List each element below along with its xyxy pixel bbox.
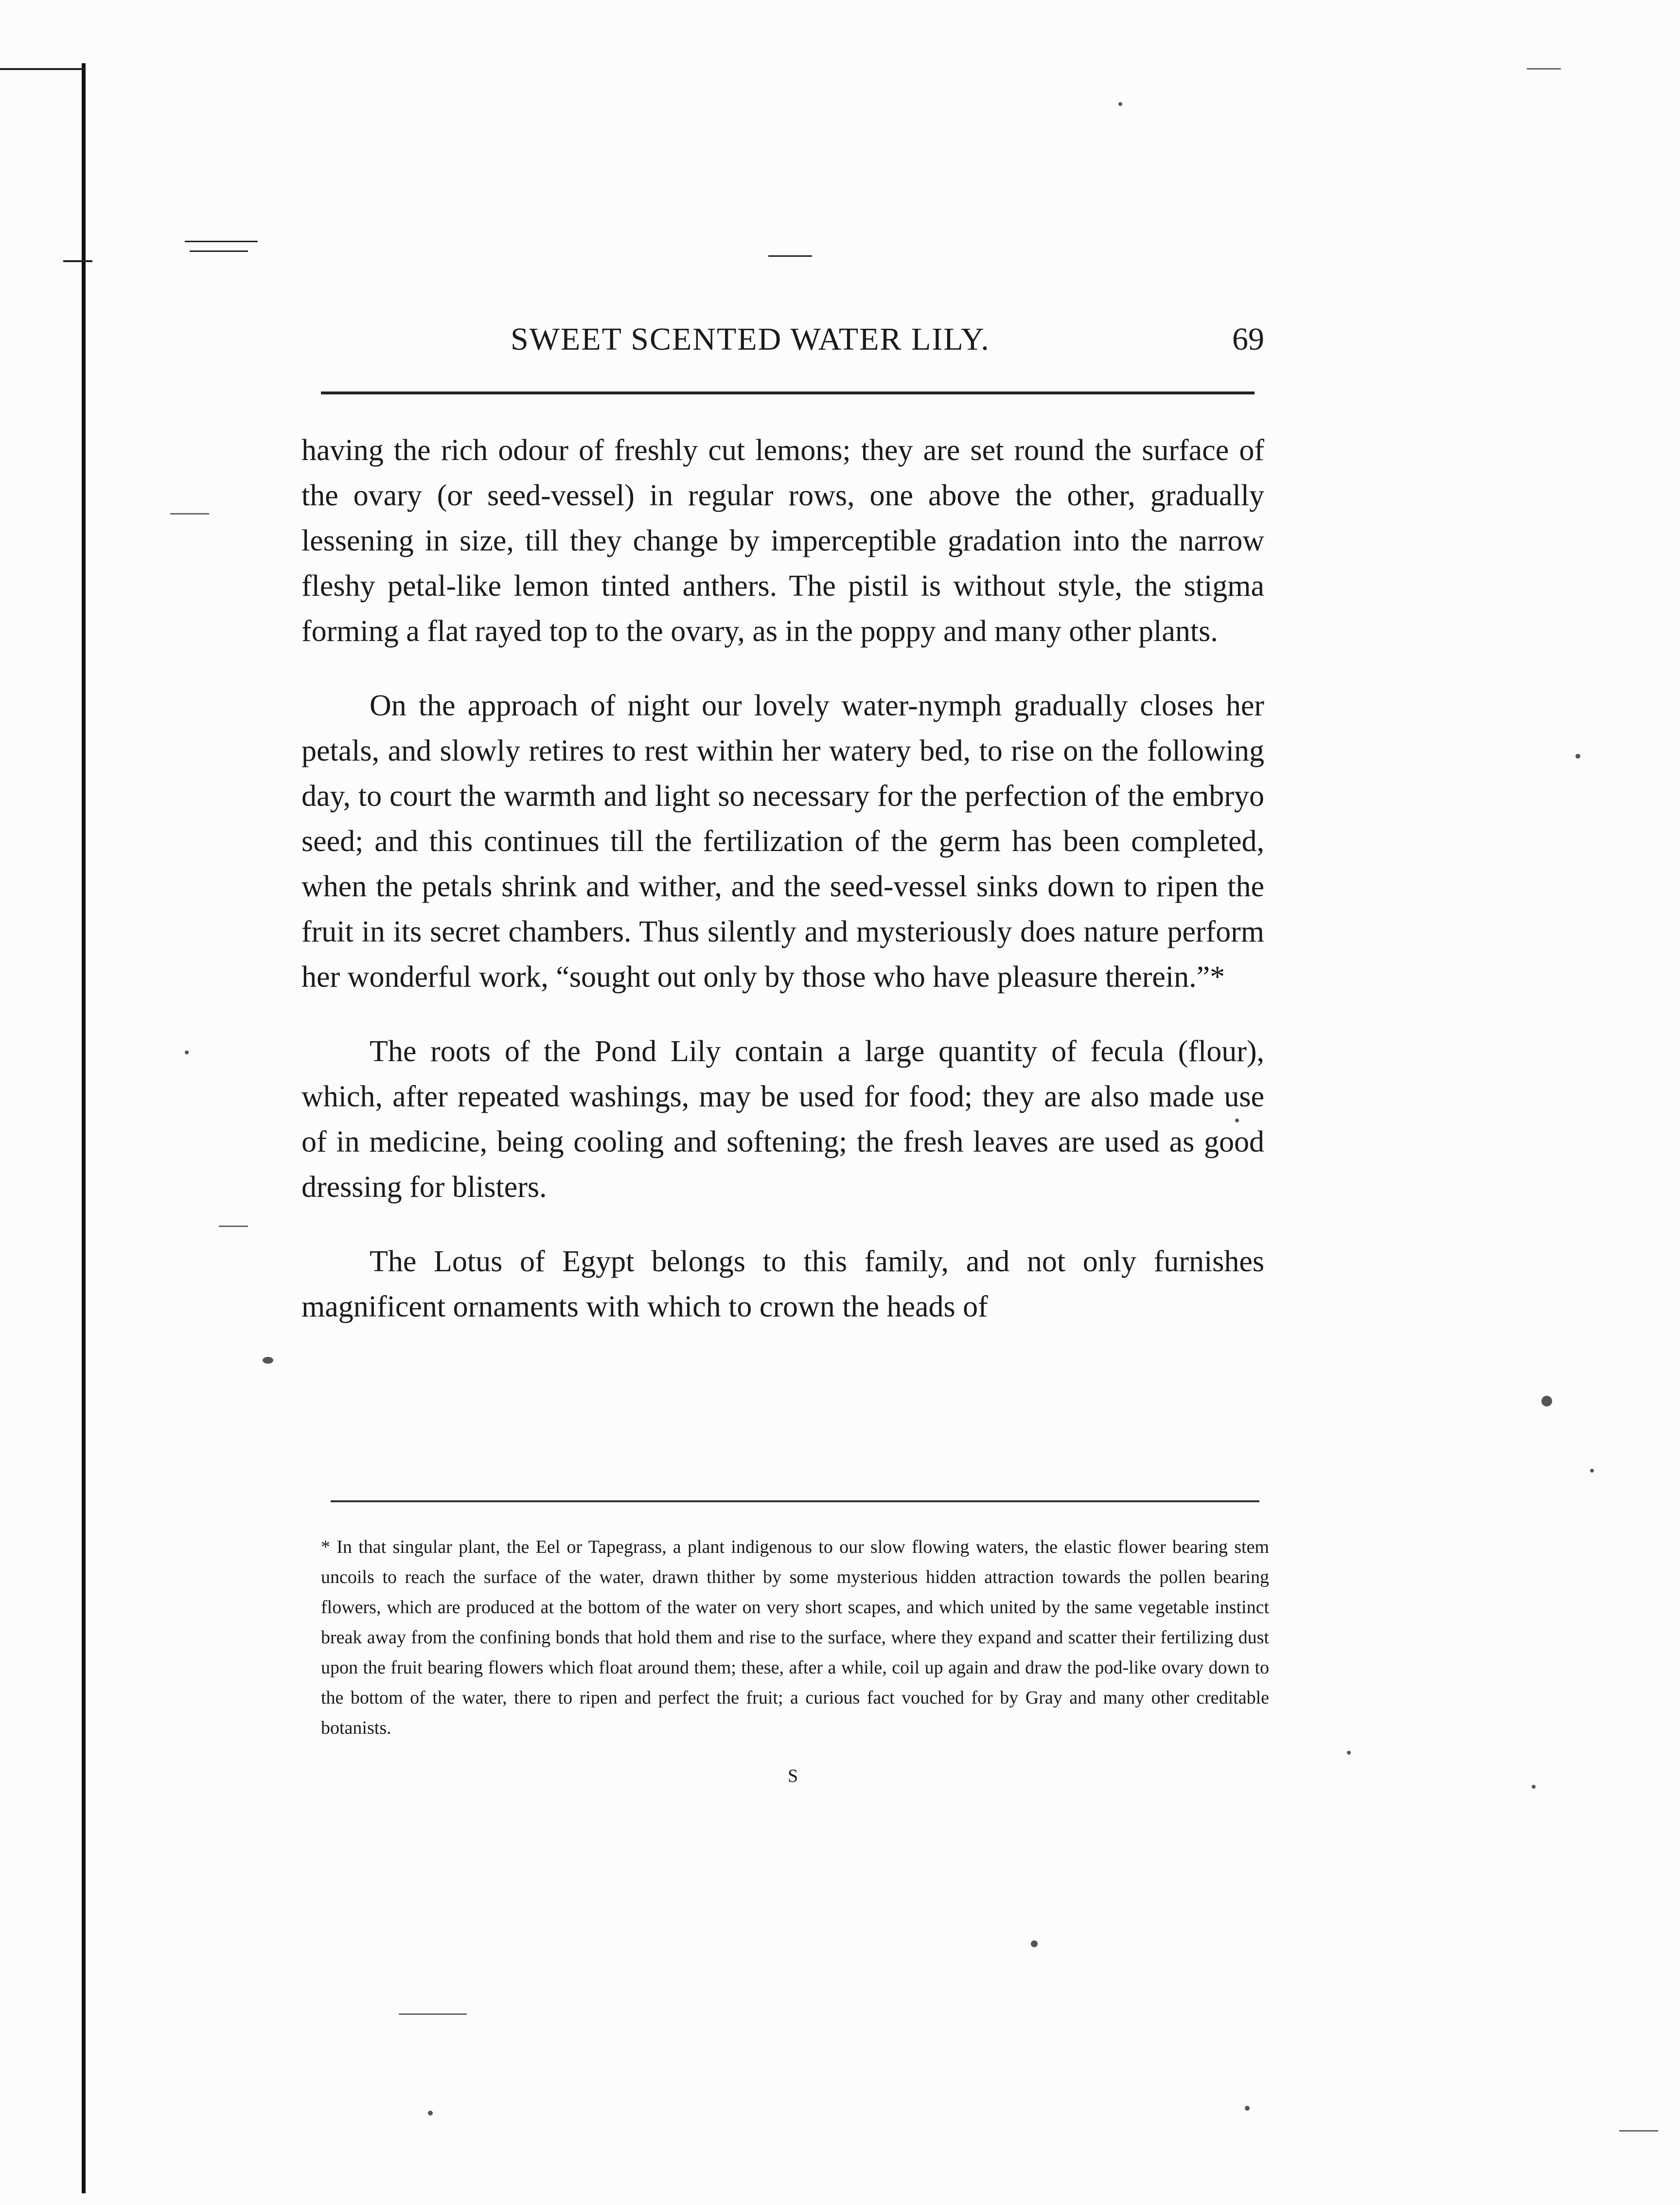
scan-speck (185, 1050, 189, 1054)
paragraph: The roots of the Pond Lily contain a large quantity of fecula (flour), which, after repeated washings, may be used for food; they are also made use of in medicine, being cooling and softening; the fresh leaves are used as good dressing for blisters. (301, 1035, 1264, 1204)
scan-speck (428, 2111, 433, 2116)
binding-mark (185, 241, 258, 242)
paragraph: The Lotus of Egypt belongs to this family, and not only furnishes magnificent ornaments with which to crown the heads of (301, 1245, 1264, 1323)
scan-dash (170, 513, 209, 515)
header-rule (321, 391, 1255, 394)
body-text (301, 428, 1264, 1330)
page-number: 69 (1232, 321, 1264, 357)
scan-speck (1245, 2106, 1250, 2111)
binding-edge (82, 63, 86, 2193)
binding-mark (63, 260, 92, 262)
footnote-rule (331, 1500, 1259, 1502)
scan-speck (1235, 1119, 1239, 1122)
scan-speck (1541, 1396, 1552, 1406)
page-header (301, 316, 1264, 374)
scan-dash (1527, 68, 1561, 70)
paragraph: On the approach of night our lovely water-nymph gradually closes her petals, and slowly retires to rest within her watery bed, to rise on the following day, to court the warmth and light so necessary for the perfection of the embryo seed; and this continues till the fertilization of the germ has been completed, when the petals shrink and wither, and the seed-vessel sinks down to ripen the fruit in its secret chambers. Thus silently and mysteriously does nature perform her wonderful work, “sought out only by those who have pleasure therein.”* (301, 689, 1264, 994)
scan-speck (1590, 1469, 1594, 1473)
scan-speck (1532, 1785, 1536, 1789)
binding-mark (0, 68, 85, 70)
running-title: SWEET SCENTED WATER LILY. (511, 321, 990, 357)
scan-speck (1347, 1751, 1351, 1755)
signature-mark: S (788, 1766, 798, 1786)
scan-speck (1575, 754, 1580, 759)
paragraph: having the rich odour of freshly cut lemons; they are set round the surface of the ovary (or seed-vessel) in regular rows, one above the other, gradually lessening in size, till they change by imperceptible gradation into the narrow fleshy petal-like lemon tinted anthers. The pistil is without style, the stigma forming a flat rayed top to the ovary, as in the poppy and many other plants. (301, 434, 1264, 648)
binding-mark (190, 250, 248, 252)
scan-speck (263, 1357, 273, 1364)
footnote: * In that singular plant, the Eel or Tapegrass, a plant indigenous to our slow flowing waters, the elastic flower bearing stem uncoils to reach the surface of the water, drawn thither by some mysterious hidden attraction towards the pollen bearing flowers, which are produced at the bottom of the water on very short scapes, and which united by the same vegetable instinct break away from the confining bonds that hold them and rise to the surface, where they expand and scatter their fertilizing dust upon the fruit bearing flowers which float around them; these, after a while, coil up again and draw the pod-like ovary down to the bottom of the water, there to ripen and perfect the fruit; a curious fact vouched for by Gray and many other creditable botanists. (321, 1537, 1269, 1738)
scan-dash (1619, 2130, 1658, 2132)
scan-speck (1118, 102, 1122, 106)
scan-speck (1031, 1940, 1038, 1947)
scan-dash (399, 2013, 467, 2015)
scan-dash (219, 1226, 248, 1227)
binding-mark (768, 255, 812, 257)
